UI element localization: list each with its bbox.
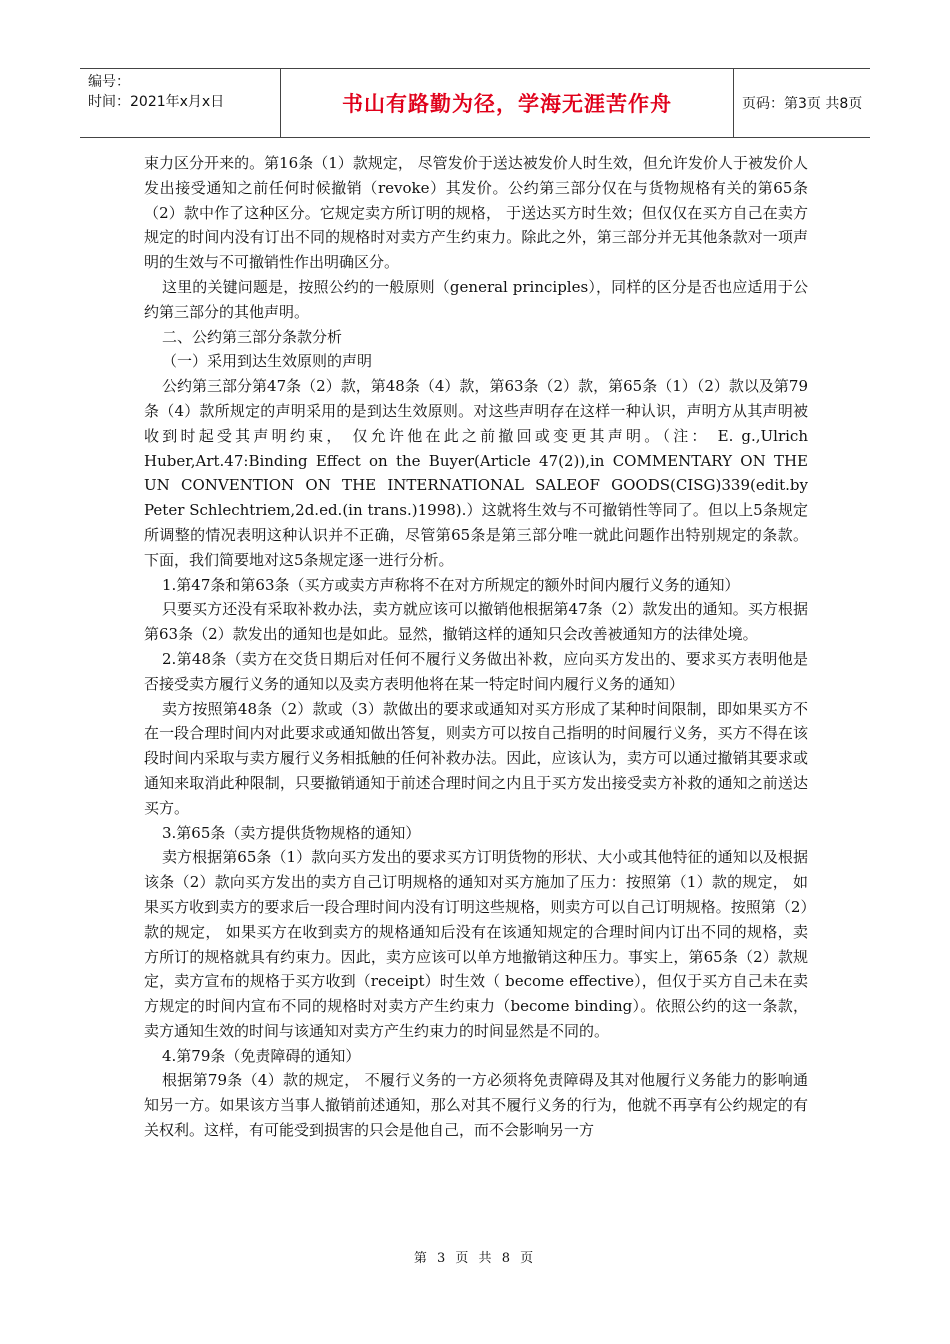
item-heading: 1.第47条和第63条（买方或卖方声称将不在对方所规定的额外时间内履行义务的通知） (162, 575, 740, 594)
paragraph: 卖方按照第48条（2）款或（3）款做出的要求或通知对买方形成了某种时间限制，即如果买方不在一段合理时间内对此要求或通知做出答复，则卖方可以按自己指明的时间履行义务，买方不得在该段时间内采取与卖方履行义务相抵触的任何补救办法。因此，应该认为，卖方可以通过撤销其要求或通知来取消此种限制，只要撤销通知于前述合理时间之内且于买方发出接受卖方补救的通知之前送达买方。 (144, 699, 808, 817)
section-heading: 二、公约第三部分条款分析 (162, 327, 343, 346)
document-body (144, 151, 808, 1143)
paragraph: 根据第79条（4）款的规定， 不履行义务的一方必须将免责障碍及其对他履行义务能力的影响通知另一方。如果该方当事人撤销前述通知，那么对其不履行义务的行为，他就不再享有公约规定的有关权利。这样，有可能受到损害的只会是他自己，而不会影响另一方 (144, 1071, 808, 1140)
item-heading: 3.第65条（卖方提供货物规格的通知） (162, 823, 421, 842)
header-meta (80, 69, 280, 137)
header-motto-cell (280, 69, 734, 137)
time-label: 时间：2021年x月x日 (88, 94, 225, 110)
item-heading: 4.第79条（免责障碍的通知） (162, 1046, 361, 1065)
paragraph: 卖方根据第65条（1）款向买方发出的要求买方订明货物的形状、大小或其他特征的通知以及根据该条（2）款向买方发出的卖方自己订明规格的通知对买方施加了压力：按照第（1）款的规定， 如果买方收到卖方的要求后一段合理时间内没有订明这些规格，则卖方可以自己订明规格。按照第（2）款的规定， 如果买方在收到卖方的规格通知后没有在该通知规定的合理时间内订出不同的规格，卖方所订的规格就具有约束力。因此，卖方应该可以单方地撤销这种压力。事实上，第65条（2）款规定，卖方宣布的规格于买方收到（receipt）时生效（ become effective），但仅于买方自己未在卖方规定的时间内宣布不同的规格时对卖方产生约束力（become binding）。依照公约的这一条款，卖方通知生效的时间与该通知对卖方产生约束力的时间显然是不同的。 (144, 848, 808, 1040)
paragraph: 公约第三部分第47条（2）款，第48条（4）款，第63条（2）款，第65条（1）（2）款以及第79条（4）款所规定的声明采用的是到达生效原则。对这些声明存在这样一种认识，声明方从其声明被收到时起受其声明约束， 仅允许他在此之前撤回或变更其声明。（注： E. g.,Ulrich Huber,Art.47:Binding Effect on the Buyer(Article 47(2)),in COMMENTARY ON THE UN CONVENTION ON THE INTERNATIONAL SALEOF GOODS(CISG)339(edit.by Peter Schlechtriem,2d.ed.(in trans.)1998).）这就将生效与不可撤销性等同了。但以上5条规定所调整的情况表明这种认识并不正确，尽管第65条是第三部分唯一就此问题作出特别规定的条款。下面，我们简要地对这5条规定逐一进行分析。 (144, 377, 808, 569)
paragraph: 只要买方还没有采取补救办法，卖方就应该可以撤销他根据第47条（2）款发出的通知。买方根据第63条（2）款发出的通知也是如此。显然，撤销这样的通知只会改善被通知方的法律处境。 (144, 600, 808, 644)
item-heading: 2.第48条（卖方在交货日期后对任何不履行义务做出补救，应向买方发出的、要求买方表明他是否接受卖方履行义务的通知以及卖方表明他将在某一特定时间内履行义务的通知） (144, 649, 808, 693)
subsection-heading: （一）采用到达生效原则的声明 (162, 352, 373, 371)
motto-text: 书山有路勤为径，学海无涯苦作舟 (342, 92, 672, 116)
page-footer: 第 3 页 共 8 页 (413, 1251, 537, 1266)
page-header (80, 68, 870, 138)
paragraph: 束力区分开来的。第16条（1）款规定， 尽管发价于送达被发价人时生效，但允许发价人于被发价人发出接受通知之前任何时候撤销（revoke）其发价。公约第三部分仅在与货物规格有关的第65条（2）款中作了这种区分。它规定卖方所订明的规格， 于送达买方时生效；但仅仅在买方自己在卖方规定的时间内没有订出不同的规格时对卖方产生约束力。除此之外，第三部分并无其他条款对一项声明的生效与不可撤销性作出明确区分。 (144, 154, 808, 272)
paragraph: 这里的关键问题是，按照公约的一般原则（general principles），同样的区分是否也应适用于公约第三部分的其他声明。 (144, 277, 808, 321)
header-page-code: 页码：第3页 共8页 (742, 96, 863, 112)
number-label: 编号： (88, 74, 130, 90)
